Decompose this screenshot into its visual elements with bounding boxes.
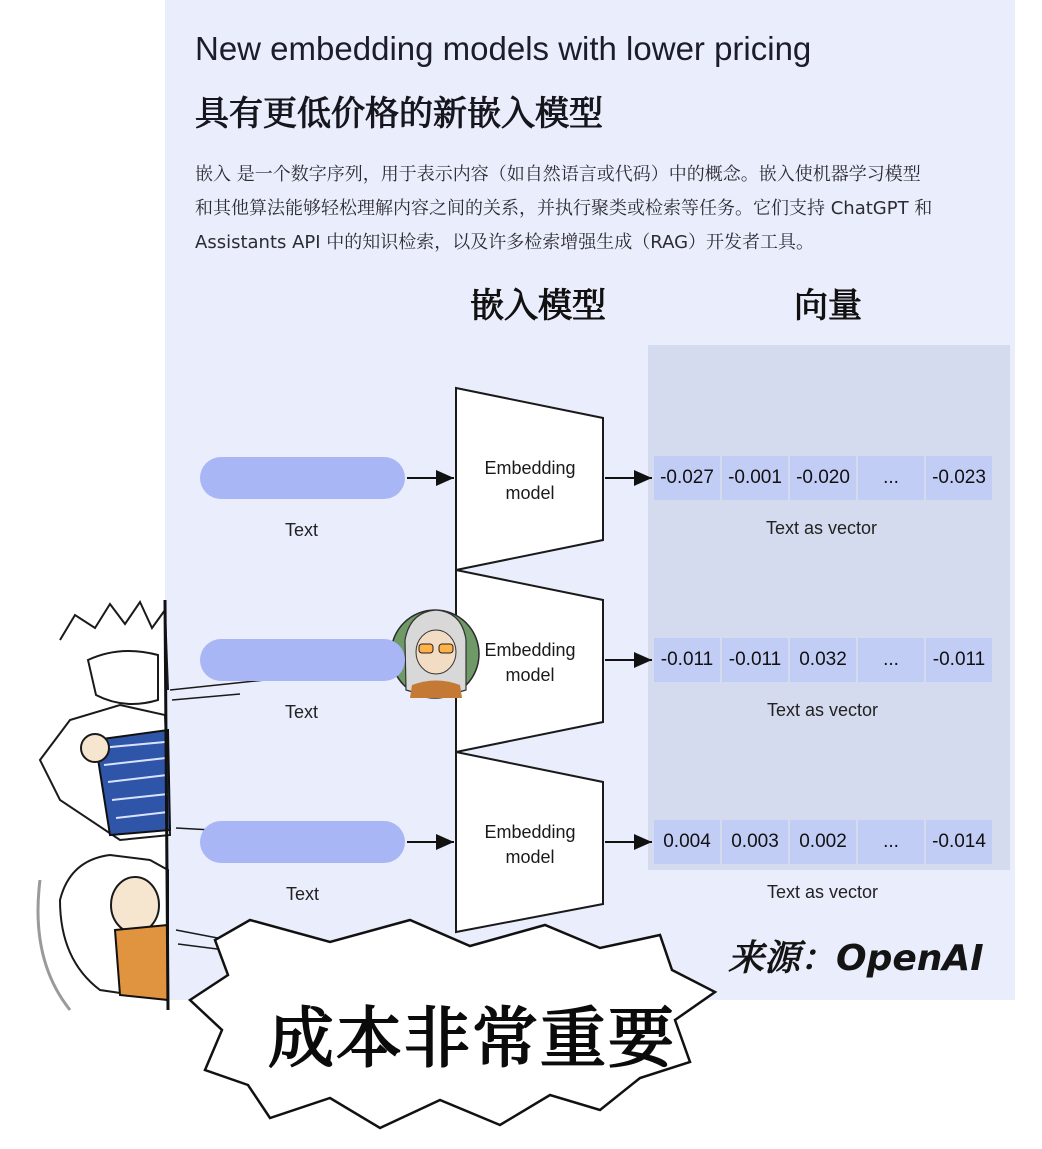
vector-label: Text as vector <box>767 882 879 902</box>
text-input-pill <box>200 639 405 681</box>
vector-value: 0.002 <box>790 820 856 864</box>
vector-label: Text as vector <box>766 518 878 538</box>
description-line: Assistants API 中的知识检索，以及许多检索增强生成（RAG）开发者工具。 <box>195 232 815 253</box>
text-input-pill <box>200 821 405 863</box>
embedding-model-label: Embedding model <box>484 458 576 503</box>
vector-column-header: 向量 <box>794 286 862 326</box>
input-label: Text <box>285 702 319 722</box>
embedding-model-label: Embedding model <box>484 640 576 685</box>
vector-value: 0.003 <box>722 820 788 864</box>
vector-value: -0.011 <box>722 638 788 682</box>
source-credit: 来源：OpenAI <box>728 938 984 979</box>
input-label: Text <box>285 520 319 540</box>
description-line: 嵌入 是一个数字序列，用于表示内容（如自然语言或代码）中的概念。嵌入使机器学习模型 <box>195 164 921 185</box>
vector-value: ... <box>858 638 924 682</box>
text-input-pill <box>200 457 405 499</box>
vector-value: ... <box>858 456 924 500</box>
input-label: Text <box>286 884 320 904</box>
vector-value: -0.014 <box>926 820 992 864</box>
description-line: 和其他算法能够轻松理解内容之间的关系，并执行聚类或检索等任务。它们支持 ChatGPT 和 <box>195 198 933 219</box>
model-column-header: 嵌入模型 <box>470 286 606 326</box>
vector-value: -0.001 <box>722 456 788 500</box>
vector-value: -0.023 <box>926 456 992 500</box>
vector-value: -0.027 <box>654 456 720 500</box>
vector-value: -0.020 <box>790 456 856 500</box>
title-english: New embedding models with lower pricing <box>195 30 812 67</box>
embedding-model-label: Embedding model <box>484 822 576 867</box>
vector-label: Text as vector <box>767 700 879 720</box>
speech-bubble-text: 成本非常重要 <box>268 1000 676 1077</box>
title-chinese: 具有更低价格的新嵌入模型 <box>195 94 603 134</box>
vector-value: ... <box>858 820 924 864</box>
vector-value: -0.011 <box>926 638 992 682</box>
vector-value: 0.032 <box>790 638 856 682</box>
vector-value: 0.004 <box>654 820 720 864</box>
vector-value: -0.011 <box>654 638 720 682</box>
